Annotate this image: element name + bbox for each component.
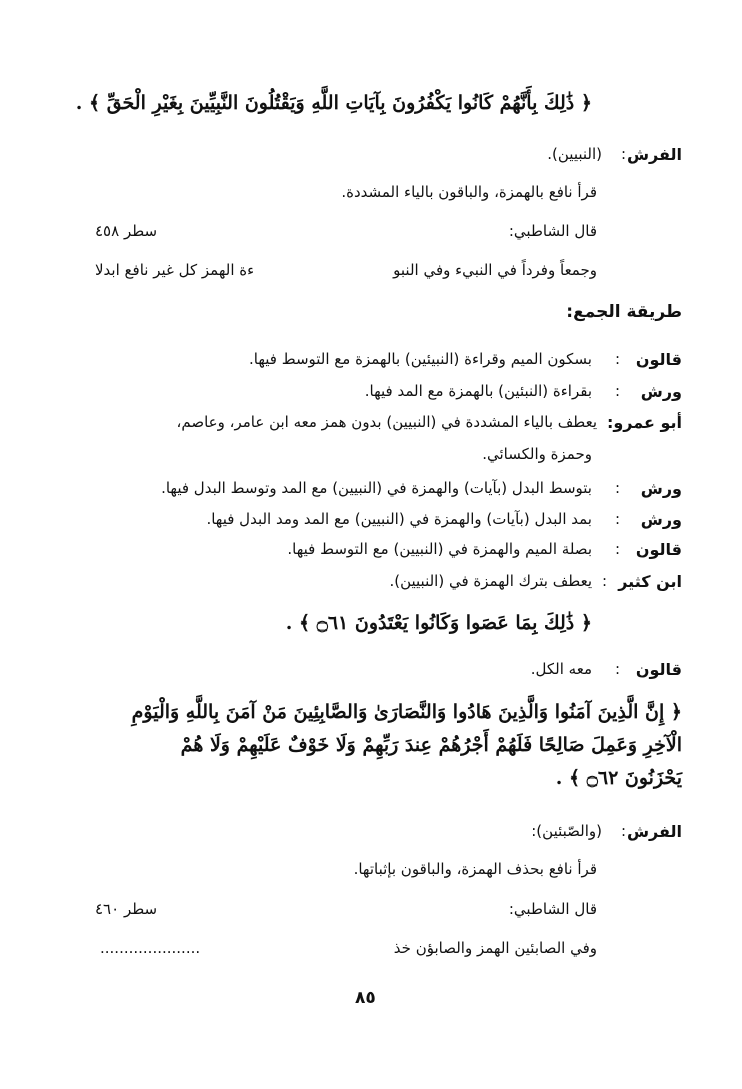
reader-label: ورش [640,479,682,498]
reading-2: قرأ نافع بحذف الهمزة، والباقون بإثباتها. [353,860,597,878]
farsh-word: (النبيين). [547,145,602,163]
verse-1: ﴿ ذَٰلِكَ بِأَنَّهُمْ كَانُوا يَكْفُرُونَ بِآيَاتِ اللَّهِ وَيَقْتُلُونَ النَّبِيِّينَ بِغَيْرِ الْحَقِّ ﴾ . [75,92,592,114]
farsh-label: الفرش [626,822,682,841]
step-text-continued: وحمزة والكسائي. [482,445,592,463]
verse-3-line-1: ﴿ إِنَّ الَّذِينَ آمَنُوا وَالَّذِينَ هَادُوا وَالنَّصَارَىٰ وَالصَّابِئِينَ مَنْ آمَنَ بِاللَّهِ وَالْيَوْمِ [131,701,682,723]
reader-label: ورش [640,382,682,401]
step-text: بتوسط البدل (بآيات) والهمزة في (النبيين) مع المد وتوسط البدل فيها. [161,479,592,497]
step-text: يعطف بترك الهمزة في (النبيين). [389,572,592,590]
reader-label: قالون [635,540,682,559]
farsh-colon: : [620,822,626,840]
reader-label: ابن كثير [618,572,682,591]
method-heading: طريقة الجمع: [566,302,682,322]
step-colon: : [614,382,620,400]
step-text: معه الكل. [530,660,592,678]
verse-3-line-3: يَحْزَنُونَ ۝٦٢ ﴾ . [555,767,682,789]
farsh-colon: : [620,145,626,163]
step-colon: : [614,350,620,368]
shatibi-label: قال الشاطبي: [508,222,597,240]
step-colon: : [601,572,607,590]
step-colon: : [614,479,620,497]
verse-2: ﴿ ذَٰلِكَ بِمَا عَصَوا وَكَانُوا يَعْتَدُونَ ۝٦١ ﴾ . [285,612,592,634]
farsh-label: الفرش [626,145,682,164]
page-number: ٨٥ [355,988,376,1008]
step-text: بصلة الميم والهمزة في (النبيين) مع التوسط فيها. [287,540,592,558]
step-colon: : [614,660,620,678]
shatibi-verse-left: ءة الهمز كل غير نافع ابدلا [95,261,255,279]
step-text: بمد البدل (بآيات) والهمزة في (النبيين) مع المد ومد البدل فيها. [206,510,592,528]
reader-label: ورش [640,510,682,529]
step-colon: : [614,540,620,558]
step-text: بقراءة (النبئين) بالهمزة مع المد فيها. [364,382,592,400]
farsh-word: (والصّبئين): [531,822,602,840]
reader-label: أبو عمرو: [606,413,682,432]
reader-label: قالون [635,350,682,369]
step-colon: : [614,510,620,528]
reading-1: قرأ نافع بالهمزة، والباقون بالياء المشددة. [341,183,597,201]
line-reference: سطر ٤٥٨ [95,222,158,240]
step-text: يعطف بالياء المشددة في (النبيين) بدون همز معه ابن عامر، وعاصم، [176,413,597,431]
shatibi-verse-left: ..................... [100,939,201,957]
shatibi-verse-right: وجمعاً وفرداً في النبيء وفي النبو [393,261,597,279]
shatibi-label: قال الشاطبي: [508,900,597,918]
line-reference: سطر ٤٦٠ [95,900,158,918]
shatibi-verse-right: وفي الصابئين الهمز والصابؤن خذ [393,939,597,957]
reader-label: قالون [635,660,682,679]
step-text: بسكون الميم وقراءة (النبيئين) بالهمزة مع التوسط فيها. [249,350,592,368]
verse-3-line-2: الْآخِرِ وَعَمِلَ صَالِحًا فَلَهُمْ أَجْرُهُمْ عِندَ رَبِّهِمْ وَلَا خَوْفٌ عَلَيْهِمْ وَلَا هُمْ [180,734,682,756]
